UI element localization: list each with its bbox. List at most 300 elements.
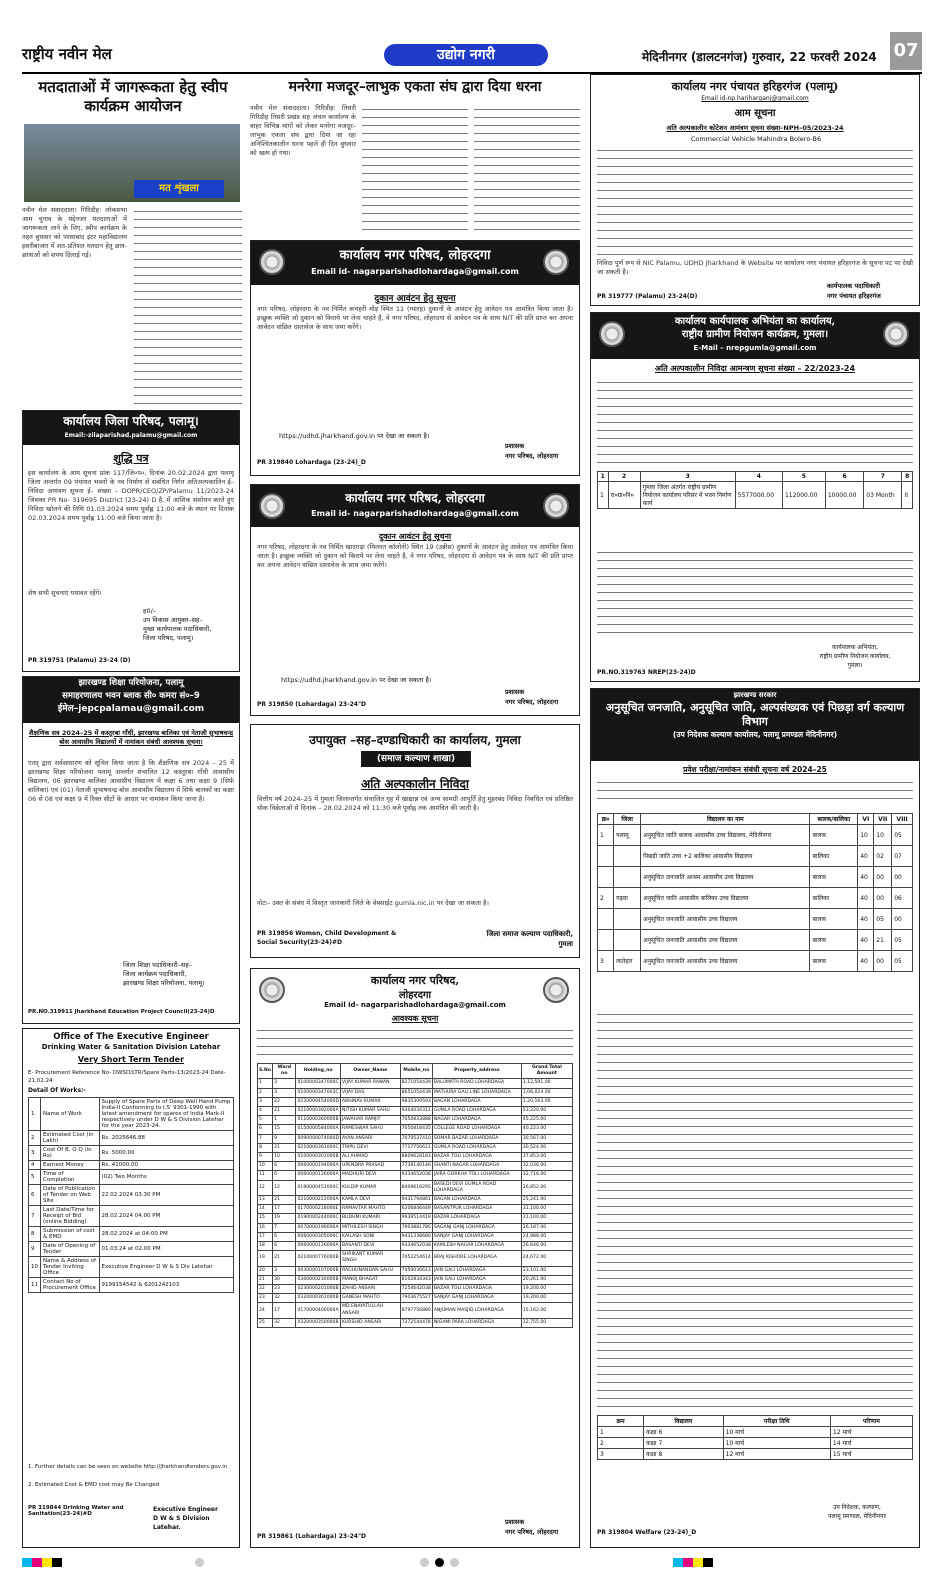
table-row [29, 1257, 234, 1278]
table-cell: 25 [258, 1318, 273, 1327]
table-cell: Last Date/Time for Receipt of Bid (online Bidding) [41, 1206, 100, 1227]
table-cell: 10 [258, 1162, 273, 1171]
table-cell: 12 [273, 1180, 296, 1195]
story-body: नवीन मेल संवाददाता। गिरिडीह: लोकसभा आम चुनाव के मद्देनजर मतदाताओं में जागरूकता लाने के लिए, स्वीप कार्यक्रम के तहत बुधवार को परसाबाद इंटर महाविद्यालय इसरीबाजार में शत-प्रतिशत मतदान हेतु छात्र-छात्राओं को शपथ दिलाई गई। [22, 206, 127, 259]
notice-email: Email id- nagarparishadlohardaga@gmail.com [324, 1001, 506, 1009]
notice-jepc [22, 676, 240, 1024]
table-cell: 10 [273, 1153, 296, 1162]
table-cell: 0090000074000D [296, 1134, 341, 1143]
table-cell: 7254642038 [400, 1285, 432, 1294]
emblem-seal-icon [883, 321, 909, 347]
notice-body: नगर परिषद, लोहरदगा के नव निर्मित खादगढ़ा (मिल्लत कॉलोनी) स्थित 19 (उन्नीस) दुकानों के आवंटन हेतु आवेदन पत्र आमंत्रित किया जाता है। इच्छुक व्यक्ति जो दुकान को किराये पर लेना चाहते है, वे नगर परिषद, लोहरदगा से आवेदन पत्र के साथ NIT की प्रति प्राप्त कर अपना आवेदन वांछित दस्तावेज के साथ जमा करेंगे। [257, 543, 573, 569]
table-cell: 14 [258, 1205, 273, 1214]
table-cell: 2 [598, 1438, 644, 1449]
table-cell: 0070000190000A [296, 1223, 341, 1232]
notice-body: वित्तीय वर्ष 2024–25 में गुमला जिलान्तर्गत संचालित गृह में खाद्यान्न एवं अन्य सामग्री आपूर्ति हेतु मुहरबंद निविदा निबंधित एवं प्रतिष्ठित थोक विक्रेताओं से दिनांक – 28.02.2024 को 11:30 बजे पूर्वाह्न तक आमंत्रित की जाती है। [257, 795, 573, 812]
table-cell: Rs. 2025646.88 [99, 1131, 233, 1146]
table-cell: 1,12,591.00 [521, 1079, 572, 1088]
table-cell: Rs. 5000.00 [99, 1146, 233, 1161]
story-body-continued [474, 106, 580, 230]
signature-block: ह0/– उप विकास आयुक्त–सह– मुख्य कार्यपालक पदाधिकारी, जिला परिषद, पलामू। [143, 607, 212, 642]
notice-link: https://udhd.jharkhand.gov.in पर देखा जा सकता है। [279, 432, 430, 440]
table-cell: 3 [273, 1266, 296, 1275]
table-cell: VIJAY KUMAR RAWAN [341, 1079, 401, 1088]
table-cell: GANESH MAHTO [341, 1294, 401, 1303]
table-cell: 3 [598, 951, 614, 972]
notice-intro [597, 779, 913, 805]
table-cell: 40 [858, 930, 874, 951]
table-cell: Submission of cost & EMD [41, 1227, 100, 1242]
table-cell: 7050833888 [400, 1116, 432, 1125]
table-cell: 3 [273, 1079, 296, 1088]
table-cell: 0210000222000A [296, 1196, 341, 1205]
notice-email: Email id-np.hariharganj@gmail.com [701, 95, 809, 102]
notice-title: कार्यालय नगर परिषद, लोहरदगा [339, 248, 491, 263]
notice-title-line2: (समाज कल्याण शाखा) [361, 751, 471, 767]
table-row [29, 1170, 234, 1185]
table-cell: 9431794861 [400, 1196, 432, 1205]
table-cell: Date of Publication of Tender on Web Site [41, 1185, 100, 1206]
table-row [258, 1275, 573, 1284]
table-cell: Cost Of B. O Q (in Rs) [41, 1146, 100, 1161]
notice-rest: शेष सभी सूचनाएं यथावत रहेंगे। [28, 589, 102, 597]
page-number: 07 [890, 32, 922, 70]
table-header-cell: Property_address [432, 1064, 521, 1079]
emblem-seal-icon [259, 249, 285, 275]
table-row [29, 1161, 234, 1170]
table-cell: 12 मार्च [723, 1449, 830, 1460]
table-cell: 1 [258, 1079, 273, 1088]
signature-block: उप निदेशक, कल्याण, पलामू प्रमण्डल, मेदिनीनगर [828, 1504, 886, 1520]
table-cell: BASANTI DEVI [341, 1242, 401, 1251]
table-cell: बालक [810, 867, 858, 888]
story-headline: मनरेगा मजदूर–लाभुक एकता संघ द्वारा दिया धरना [288, 79, 542, 95]
table-cell: 18 [258, 1242, 273, 1251]
work-table [597, 471, 913, 509]
table-cell: 7903675527 [400, 1294, 432, 1303]
notice-subtitle: आवश्यक सूचना [391, 1014, 439, 1023]
notice-lohardaga-shops-11 [250, 240, 580, 476]
table-cell: 2 [29, 1131, 41, 1146]
table-cell: 8797756880 [400, 1303, 432, 1318]
table-header-cell: क्र० [598, 814, 614, 825]
notice-subtitle: अति अल्पकालीन निविदा [361, 777, 469, 791]
table-cell: 31,100.00 [521, 1214, 572, 1223]
table-cell: TRIPU DEVI [341, 1143, 401, 1152]
notice-title: कार्यालय नगर पंचायत हरिहरगंज (पलामू) [671, 80, 839, 93]
signature-block: Executive Engineer D W & S Division Latehar. [153, 1506, 218, 1531]
table-cell: 6 [29, 1185, 41, 1206]
table-cell: 32,036.00 [521, 1162, 572, 1171]
table-cell: 0110000360000B [296, 1116, 341, 1125]
table-cell: 14 मार्च [830, 1438, 912, 1449]
table-row [598, 951, 913, 972]
table-cell: 25,241.00 [521, 1196, 572, 1205]
table-cell: BUDHMI KUMARI [341, 1214, 401, 1223]
emblem-seal-icon [543, 493, 569, 519]
table-cell: 11 [29, 1278, 41, 1293]
table-cell: Date of Opening of Tender [41, 1242, 100, 1257]
table-cell: अनुसूचित जनजाति आवासीय उच्च विद्यालय [641, 951, 810, 972]
table-cell: 9 [29, 1242, 41, 1257]
table-cell: BALUMATH ROAD LOHARDAGA [432, 1079, 521, 1088]
table-cell: 05 [892, 825, 913, 846]
table-cell: 26,852.00 [521, 1180, 572, 1195]
table-cell: 2 [258, 1088, 273, 1097]
pr-number: PR 319861 (Lohardaga) 23-24"D [257, 1533, 367, 1540]
table-cell: NITISH KUMAR SAHU [341, 1107, 401, 1116]
table-cell: बालक [810, 951, 858, 972]
pr-number: PR 319844 Drinking Water and Sanitation(23-24)#D [28, 1505, 124, 1517]
table-cell: BAZAR LOHARDAGA [432, 1214, 521, 1223]
table-cell: COLLEGE ROAD LOHARDAGA [432, 1125, 521, 1134]
table-row [258, 1242, 573, 1251]
notice-welfare-palamu [590, 688, 920, 1548]
table-cell: बालक [810, 909, 858, 930]
table-cell: 9835309593 [400, 1097, 432, 1106]
table-cell: बालिका [810, 888, 858, 909]
notice-subtitle: आम सूचना [734, 108, 776, 119]
table-cell: 20,261.00 [521, 1275, 572, 1284]
notice-subtitle: शैक्षणिक सत्र 2024–25 में कस्तूरबा गाँधी, झारखण्ड बालिका एवं नेताजी सुभाषचन्द्र बोस आवासीय विद्यालयों में नामांकन संबंधी आवश्यक सूचना। [28, 729, 234, 746]
table-cell: MD ENAYATULLAH ANSARI [341, 1303, 401, 1318]
table-cell: 07 [892, 846, 913, 867]
table-cell: पलामू [614, 825, 641, 846]
table-cell: 0190000451000C [296, 1180, 341, 1195]
table-cell: 21 [273, 1143, 296, 1152]
table-cell: 0210000776000B [296, 1251, 341, 1266]
table-row [598, 930, 913, 951]
table-cell: 40 [858, 951, 874, 972]
table-cell: 19,200.00 [521, 1285, 572, 1294]
notice-email: Email:-zilaparishad.palamu@gmail.com [64, 432, 198, 439]
table-cell: 21 [273, 1196, 296, 1205]
notice-body: इस कार्यालय के आम सूचना प्रांक 117/जि०प०, दिनांक 20.02.2024 द्वारा पलामू जिला अन्तर्गत 09 पंचायत भवनों के नव निर्माण से संबंधित निर्गत अतिअल्पकालिन ई–निविदा आमंत्रण सूचना ई– संख्या – DOPR/CEO/ZP/Palamu 11/2023-24 जिसका PR No- 319695 District (23-24) D है, में आंशिक संशोधन करते हुए निविदा खोलने की तिथि 01.03.2024 समय पूर्वाह्न 11:00 बजे के स्थान पर दिनांक 02.03.2024 समय पूर्वाह्न 11:00 बजे किया जाता है। [28, 469, 234, 522]
table-row [29, 1227, 234, 1242]
table-cell: RAMESWAR SAHU [341, 1125, 401, 1134]
table-cell: अनुसूचित जाति आवासीय बालिका उच्च विद्यालय [641, 888, 810, 909]
table-row [258, 1162, 573, 1171]
table-row [29, 1146, 234, 1161]
table-cell: 32 [273, 1294, 296, 1303]
notice-subtitle: Very Short Term Tender [77, 1055, 185, 1064]
table-cell: 20 [258, 1266, 273, 1275]
table-header-cell: 4 [735, 472, 782, 482]
table-cell: 0170000400000A [296, 1303, 341, 1318]
table-cell: अनुसूचित जाति बालक आवासीय उच्च विद्यालय, मेदिनीनगर [641, 825, 810, 846]
table-cell: 05 [874, 909, 892, 930]
table-cell: 28.02.2024 04.00 PM [99, 1206, 233, 1227]
table-cell: अनुसूचित जनजाति आश्रम आवासीय उच्च विद्यालय [641, 867, 810, 888]
table-cell: 7052254614 [400, 1251, 432, 1266]
table-cell [598, 867, 614, 888]
table-row [598, 1438, 913, 1449]
table-cell: 4 [258, 1107, 273, 1116]
table-cell: BAGAN LOHARDAGA [432, 1196, 521, 1205]
table-cell: KULDIP KUMAR [341, 1180, 401, 1195]
table-cell: SANJAY GANJ LOHARDAGA [432, 1294, 521, 1303]
table-cell: बालक [810, 930, 858, 951]
notice-title-line2: (उप निदेशक कल्याण कार्यालय, पलामू प्रमण्डल मेदिनीनगर) [672, 730, 838, 739]
notice-header [251, 241, 579, 285]
table-row [258, 1266, 573, 1275]
notice-email: E-Mail – nrepgumla@gmail.com [693, 344, 817, 352]
table-header-cell: बालक/बालिका [810, 814, 858, 825]
table-cell [614, 867, 641, 888]
table-row [258, 1171, 573, 1180]
table-cell: 6 [273, 1242, 296, 1251]
table-cell: 6 [273, 1232, 296, 1241]
notice-title-line2: लोहरदगा [398, 990, 432, 1001]
signature-block: जिला शिक्षा पदाधिकारी–सह– जिला कार्यक्रम पदाधिकारी, झारखण्ड शिक्षा परियोजना, पलामू। [123, 961, 205, 987]
holding-dues-table [257, 1063, 573, 1328]
table-cell: 12 मार्च [830, 1427, 912, 1438]
table-cell: 3 [258, 1097, 273, 1106]
table-cell: 1,20,163.00 [521, 1097, 572, 1106]
notice-hariharganj [590, 74, 920, 306]
table-cell: 00 [874, 951, 892, 972]
table-cell: 9 [273, 1134, 296, 1143]
notice-subtitle: अति अल्पकालीन निविदा आमन्त्रण सूचना संख्या – 22/2023-24 [654, 364, 856, 373]
notice-title: कार्यालय जिला परिषद, पलामू। Email:-zilaparishad.palamu@gmail.com [23, 411, 239, 445]
notice-ref: अति अल्पकालीन कोटेशन आमंत्रण सूचना संख्या–NPH–05/2023-24 [666, 124, 844, 132]
table-cell: 28.02.2024 at 04:00 PM [99, 1227, 233, 1242]
table-cell: 26,187.00 [521, 1223, 572, 1232]
table-cell: MITHILESH SINGH [341, 1223, 401, 1232]
table-header-cell: 7 [864, 472, 902, 482]
table-header-cell: Holding_no [296, 1064, 341, 1079]
table-cell: 12 [258, 1180, 273, 1195]
table-cell: ALI AHMAD [341, 1153, 401, 1162]
table-cell: 0100000347000C [296, 1079, 341, 1088]
table-cell: 2 [598, 888, 614, 909]
table-cell: बालिका [810, 846, 858, 867]
table-cell: Executive Engineer D W & S Div Latehar [99, 1257, 233, 1278]
notice-zila-parishad [22, 410, 240, 672]
table-cell: गढ़वा [614, 888, 641, 909]
table-cell: 7739140146 [400, 1162, 432, 1171]
table-row [258, 1285, 573, 1294]
table-cell: KAILASH SONI [341, 1232, 401, 1241]
emblem-seal-icon [599, 321, 625, 347]
story-body: नवीन मेल संवाददाता। गिरिडीह: तिसरी गिरिडीह तिसरी प्रखंड सह अंचल कार्यालय के बाहर विभिन्न मांगों को लेकर मनरेगा मजदूर–लाभुक एकता संघ द्वारा दिया जा रहा अनिश्चितकालीन धरना पहले ही दिन बुधवार को खत्म हो गया। [250, 104, 356, 157]
table-header-row [598, 814, 913, 825]
table-cell: 8 [258, 1143, 273, 1152]
table-cell: NAGAR LOHARDAGA [432, 1116, 521, 1125]
table-cell: MATHURA GALI LINE LOHARDAGA [432, 1088, 521, 1097]
table-header-cell: परिणाम [830, 1416, 912, 1427]
table-header-cell: क्रम [598, 1416, 644, 1427]
table-cell [614, 909, 641, 930]
notice-note: नोटः– उक्त के संबंध में विस्तृत जानकारी जिले के वेबसाईट gumla.nic.in पर देखा जा सकता है। [257, 899, 489, 907]
instructions-lines [597, 1011, 913, 1411]
table-cell: 0300000230000B [296, 1275, 341, 1284]
table-cell: 19 [258, 1251, 273, 1266]
pr-number: PR.NO.319763 NREP(23-24)D [597, 669, 696, 676]
table-cell: कक्षा 6 [644, 1427, 724, 1438]
notice-subtitle: प्रवेश परीक्षा/नामांकन संबंधी सूचना वर्ष 2024–25 [683, 765, 827, 774]
table-cell: पिछड़ी जाति उच्च +2 बालिका आवासीय विद्यालय [641, 846, 810, 867]
table-row [29, 1242, 234, 1257]
table-header-cell: Mobile_no [400, 1064, 432, 1079]
table-cell: 00 [892, 867, 913, 888]
table-cell: 9334652038 [400, 1242, 432, 1251]
table-cell: 24,672.00 [521, 1251, 572, 1266]
table-cell: 15 मार्च [830, 1449, 912, 1460]
pr-number: PR 319856 Women, Child Development & Social Security(23-24)#D [257, 930, 397, 946]
tender-ref: E- Procurement Reference No- DWSD/LTR/Spare Parts-13/2023-24 Date- 21.02.24 [28, 1070, 226, 1084]
notice-title: झारखण्ड शिक्षा परियोजना, पलामू [78, 678, 184, 688]
table-cell: 6 [258, 1125, 273, 1134]
sign-line: नगर पंचायत हरिहरगंज [827, 292, 881, 300]
notice-subtitle: दुकान आवंटन हेतु सूचना [374, 294, 456, 304]
table-header-cell: VI [858, 814, 874, 825]
table-cell: 53,220.00 [521, 1107, 572, 1116]
table-cell: 7 [258, 1134, 273, 1143]
table-cell: 0190000244000C [296, 1214, 341, 1223]
table-cell [614, 846, 641, 867]
table-cell: 8102834343 [400, 1275, 432, 1284]
notice-gumla-social-welfare [250, 724, 580, 958]
table-cell [598, 909, 614, 930]
table-cell: 8809628183 [400, 1153, 432, 1162]
table-cell: 19 [273, 1214, 296, 1223]
table-cell: Earnest Money [41, 1161, 100, 1170]
table-cell: 17 [273, 1303, 296, 1318]
notice-header [591, 689, 919, 761]
story-sweep [22, 78, 244, 408]
table-row [598, 846, 913, 867]
seat-table [597, 813, 913, 972]
notice-dws-latehar [22, 1028, 240, 1548]
emblem-seal-icon [259, 977, 285, 1003]
table-cell: 1 [598, 1427, 644, 1438]
table-cell: 17 [273, 1205, 296, 1214]
table-cell: 21 [258, 1275, 273, 1284]
table-header-cell: विद्यालय का नाम [641, 814, 810, 825]
table-cell: 9199154542 & 6201242103 [99, 1278, 233, 1293]
story-headline: मतदाताओं में जागरूकता हेतु स्वीप कार्यक्रम आयोजन [38, 78, 228, 115]
tender-note: 2. Estimated Cost & EMD cost may Be Changed [28, 1482, 160, 1488]
table-cell: 0230000201000B [296, 1285, 341, 1294]
pr-number: PR.NO.319911 Jharkhand Education Project Council(23-24)D [28, 1009, 215, 1015]
tender-note: 1. Further details can be seen on website http://jharkhandtenders.gov.in [28, 1464, 228, 1470]
table-cell: SHANTI NAGAR LOHARDAGA [432, 1162, 521, 1171]
table-cell: 0320000350000B [296, 1318, 341, 1327]
table-cell: 01.03.24 at 02.00 PM [99, 1242, 233, 1257]
table-cell: 22.02.2024 03.30 PM [99, 1185, 233, 1206]
table-cell: 1 [598, 825, 614, 846]
table-cell: SOMAR BAZAR LOHARDAGA [432, 1134, 521, 1143]
table-cell: 19,200.00 [521, 1294, 572, 1303]
table-cell: 0320000361000B [296, 1294, 341, 1303]
table-cell: 30 [273, 1275, 296, 1284]
table-cell: 1,06,024.00 [521, 1088, 572, 1097]
table-cell: 10 [29, 1257, 41, 1278]
table-row [598, 909, 913, 930]
table-cell: 00 [892, 909, 913, 930]
table-row [598, 1427, 913, 1438]
table-cell: 7 [29, 1206, 41, 1227]
table-cell: JAIN GALI LOHARDAGA [432, 1266, 521, 1275]
table-cell: 1 [29, 1098, 41, 1131]
pr-number: PR 319804 Welfare (23-24)_D [597, 1529, 697, 1536]
table-row [29, 1278, 234, 1293]
tender-detail-table [28, 1097, 234, 1293]
table-cell: 3 [29, 1146, 41, 1161]
signature-block: प्रशासक नगर परिषद, लोहरदगा [505, 1518, 559, 1536]
table-cell: 7050818435 [400, 1125, 432, 1134]
signature-block: प्रशासक नगर परिषद, लोहरदगा [505, 688, 559, 706]
notice-email: Email id- nagarparishadlohardaga@gmail.com [311, 267, 519, 276]
table-row [258, 1125, 573, 1134]
table-cell: 24 [258, 1303, 273, 1318]
notice-title: कार्यालय कार्यपालक अभियंता का कार्यालय, [674, 316, 836, 327]
table-cell: 0170000218000E [296, 1205, 341, 1214]
table-cell: 40,223.00 [521, 1125, 572, 1134]
table-cell: 0210000361000C [296, 1143, 341, 1152]
table-cell: RAMAVTAR MAHTO [341, 1205, 401, 1214]
notice-link: https://udhd.jharkhand.gov.in पर देखा जा सकता है। [281, 676, 432, 684]
table-cell: बालक [810, 825, 858, 846]
table-row [598, 825, 913, 846]
table-cell: BAGAN LOHARDAGA [432, 1097, 521, 1106]
photo-banner: मत शृंखला [134, 180, 224, 198]
table-row [258, 1214, 573, 1223]
table-cell: Name of Work [41, 1098, 100, 1131]
table-cell: 7070537410 [400, 1134, 432, 1143]
table-cell: 3 [598, 1449, 644, 1460]
table-cell: 6 [273, 1162, 296, 1171]
table-cell: 3 [273, 1088, 296, 1097]
table-cell: 32 [273, 1318, 296, 1327]
notice-body [257, 1027, 573, 1057]
table-cell [598, 846, 614, 867]
schedule-lines [597, 379, 913, 465]
table-cell: 5 [29, 1170, 41, 1185]
signature-block: प्रशासक नगर परिषद, लोहरदगा [505, 442, 559, 460]
table-row [258, 1251, 573, 1266]
table-cell: 9939514419 [400, 1214, 432, 1223]
emblem-seal-icon [543, 977, 569, 1003]
table-cell: Rs. 41000.00 [99, 1161, 233, 1170]
notice-title: कार्यालय नगर परिषद, [370, 974, 460, 987]
notice-title: Office of The Executive Engineer [53, 1032, 209, 1042]
table-cell: GUMLA ROAD LOHARDAGA [432, 1107, 521, 1116]
table-cell: KURSHID ANSARI [341, 1318, 401, 1327]
table-cell: 9334652038 [400, 1171, 432, 1180]
table-header-cell: Ward no [273, 1064, 296, 1079]
table-row [258, 1107, 573, 1116]
table-row [258, 1318, 573, 1327]
table-cell: 23 [273, 1285, 296, 1294]
table-header-cell: 8 [902, 472, 913, 482]
notice-title: कार्यालय नगर परिषद, लोहरदगा [345, 491, 485, 505]
table-row [598, 888, 913, 909]
table-cell: MANOJ BHAGAT [341, 1275, 401, 1284]
table-cell: BAZAR TOLI LOHARDAGA [432, 1153, 521, 1162]
table-cell: BAZAR TOLI LOHARDAGA [432, 1285, 521, 1294]
table-header-cell: विद्यालय [644, 1416, 724, 1427]
table-header-cell: जिला [614, 814, 641, 825]
pr-number: PR 319850 (Lohardaga) 23-24"D [257, 701, 367, 708]
notice-body: एतद् द्वारा सर्वसाधारण को सूचित किया जाता है कि शैक्षणिक सत्र 2024 – 25 में झारखण्ड शिक्षा परियोजना पलामू अन्तर्गत संचालित 12 कस्तूरबा गाँधी आवासीय विद्यालय, 06 झारखण्ड बालिका आवासीय विद्यालय में कक्षा 6 तथा कक्षा 9 (सिर्फ बालिका) एवं (01) नेताजी सुभाषचन्द्र बोस आवासीय विद्यालय में सिर्फ बालकों का कक्षा 06 से 08 एवं कक्षा 9 में रिक्त सीटों के आधार पर नामांकन किया जाना है। [28, 759, 234, 803]
table-cell: 4 [29, 1161, 41, 1170]
table-cell: 22 [258, 1285, 273, 1294]
table-cell: 26,646.00 [521, 1242, 572, 1251]
vehicle-name: Commercial Vehicle Mahindra Bolero-B6 [690, 135, 822, 143]
table-cell: 31,100.00 [521, 1205, 572, 1214]
